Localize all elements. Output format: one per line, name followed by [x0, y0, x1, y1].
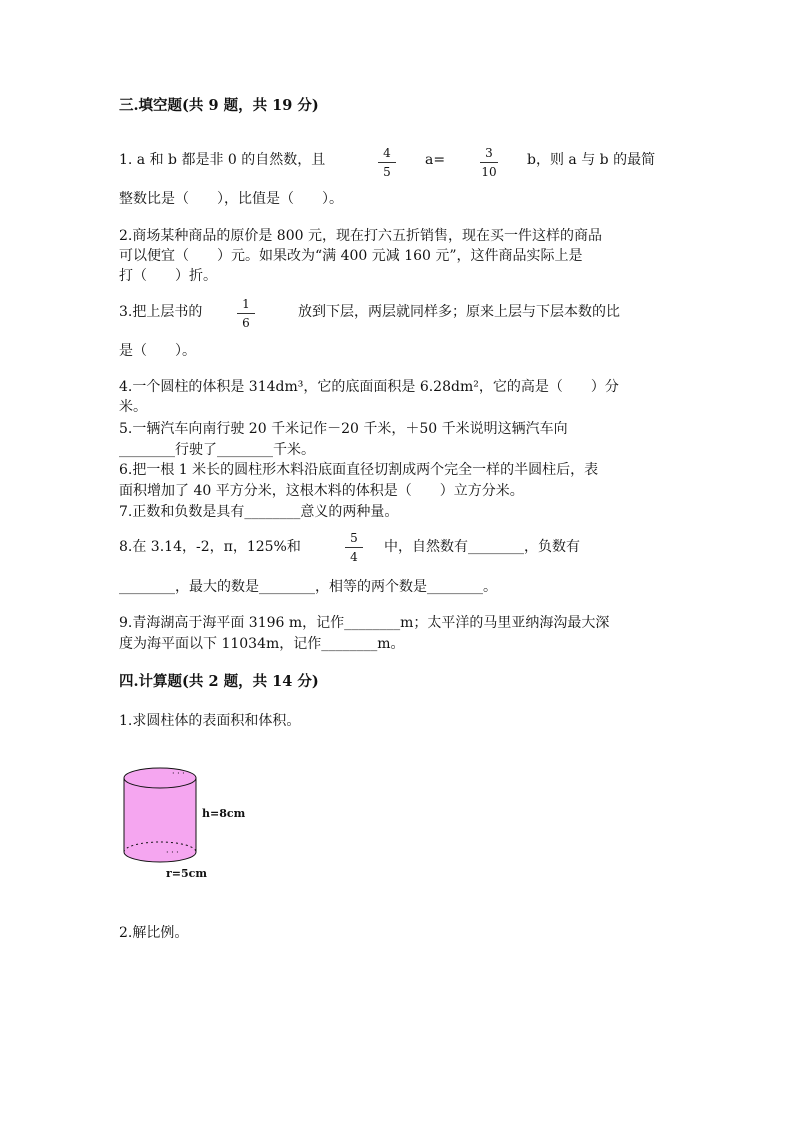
section-4-heading: 四.计算题(共 2 题，共 14 分)	[119, 673, 319, 690]
q3-fraction-numerator: 1	[242, 297, 250, 311]
q3-text-a: 3.把上层书的	[119, 304, 203, 320]
q1-text-c: b，则 a 与 b 的最简	[527, 152, 656, 168]
q1-text-b: a=	[425, 152, 446, 168]
q1-text-a: 1. a 和 b 都是非 0 的自然数，且	[119, 152, 326, 168]
q4-line-2: 米。	[119, 399, 147, 415]
q8-text-b: 中，自然数有________，负数有	[384, 539, 580, 555]
q3-fraction	[235, 297, 257, 330]
fraction-bar	[378, 162, 396, 163]
q1-fraction-2-denominator: 10	[481, 165, 497, 179]
q8-fraction-numerator: 5	[350, 531, 358, 545]
height-label: h=8cm	[202, 807, 246, 820]
q2-line-2: 可以便宜（ ）元。如果改为“满 400 元减 160 元”，这件商品实际上是	[119, 248, 583, 264]
q9-line-2: 度为海平面以下 11034m，记作________m。	[119, 636, 405, 652]
cylinder-figure	[118, 762, 258, 887]
q9-line-1: 9.青海湖高于海平面 3196 m，记作________m；太平洋的马里亚纳海沟最大深	[119, 615, 610, 631]
calc-q1: 1.求圆柱体的表面积和体积。	[119, 713, 301, 729]
cylinder-diagram	[118, 762, 258, 887]
fraction-bar	[237, 313, 255, 314]
q1-line-2: 整数比是（ ），比值是（ ）。	[119, 191, 343, 207]
q8-line-2: ________，最大的数是________，相等的两个数是________。	[119, 579, 497, 595]
cylinder-top-face	[124, 768, 196, 788]
fraction-bar	[345, 547, 363, 548]
q2-line-1: 2.商场某种商品的原价是 800 元，现在打六五折销售，现在买一件这样的商品	[119, 228, 602, 244]
q1-fraction-2	[478, 146, 500, 179]
cylinder-body	[124, 778, 196, 862]
q4-line-1: 4.一个圆柱的体积是 314dm³，它的底面面积是 6.28dm²，它的高是（ ）分	[119, 379, 619, 395]
q2-line-3: 打（ ）折。	[119, 268, 217, 284]
q6-line-1: 6.把一根 1 米长的圆柱形木料沿底面直径切割成两个完全一样的半圆柱后，表	[119, 462, 599, 478]
q5-line-1: 5.一辆汽车向南行驶 20 千米记作－20 千米，＋50 千米说明这辆汽车向	[119, 421, 568, 437]
q1-fraction-1-denominator: 5	[383, 165, 391, 179]
dots-bottom: · · ·	[166, 848, 179, 857]
q1-fraction-1	[376, 146, 398, 179]
q8-text-a: 8.在 3.14，-2，π，125%和	[119, 539, 301, 555]
q3-fraction-denominator: 6	[242, 316, 250, 330]
section-3-heading: 三.填空题(共 9 题，共 19 分)	[119, 97, 319, 114]
q1-fraction-2-numerator: 3	[485, 146, 493, 160]
q8-fraction-denominator: 4	[350, 550, 358, 564]
dots-top: · · ·	[172, 769, 185, 778]
calc-q2: 2.解比例。	[119, 925, 189, 941]
q6-line-2: 面积增加了 40 平方分米，这根木料的体积是（ ）立方分米。	[119, 483, 524, 499]
radius-label: r=5cm	[166, 867, 208, 880]
q8-fraction	[343, 531, 365, 564]
fraction-bar	[480, 162, 498, 163]
q3-line-2: 是（ ）。	[119, 343, 196, 359]
q3-text-b: 放到下层，两层就同样多；原来上层与下层本数的比	[298, 304, 620, 320]
q5-line-2: ________行驶了________千米。	[119, 442, 315, 458]
q1-fraction-1-numerator: 4	[383, 146, 391, 160]
q7-line-1: 7.正数和负数是具有________意义的两种量。	[119, 504, 399, 520]
